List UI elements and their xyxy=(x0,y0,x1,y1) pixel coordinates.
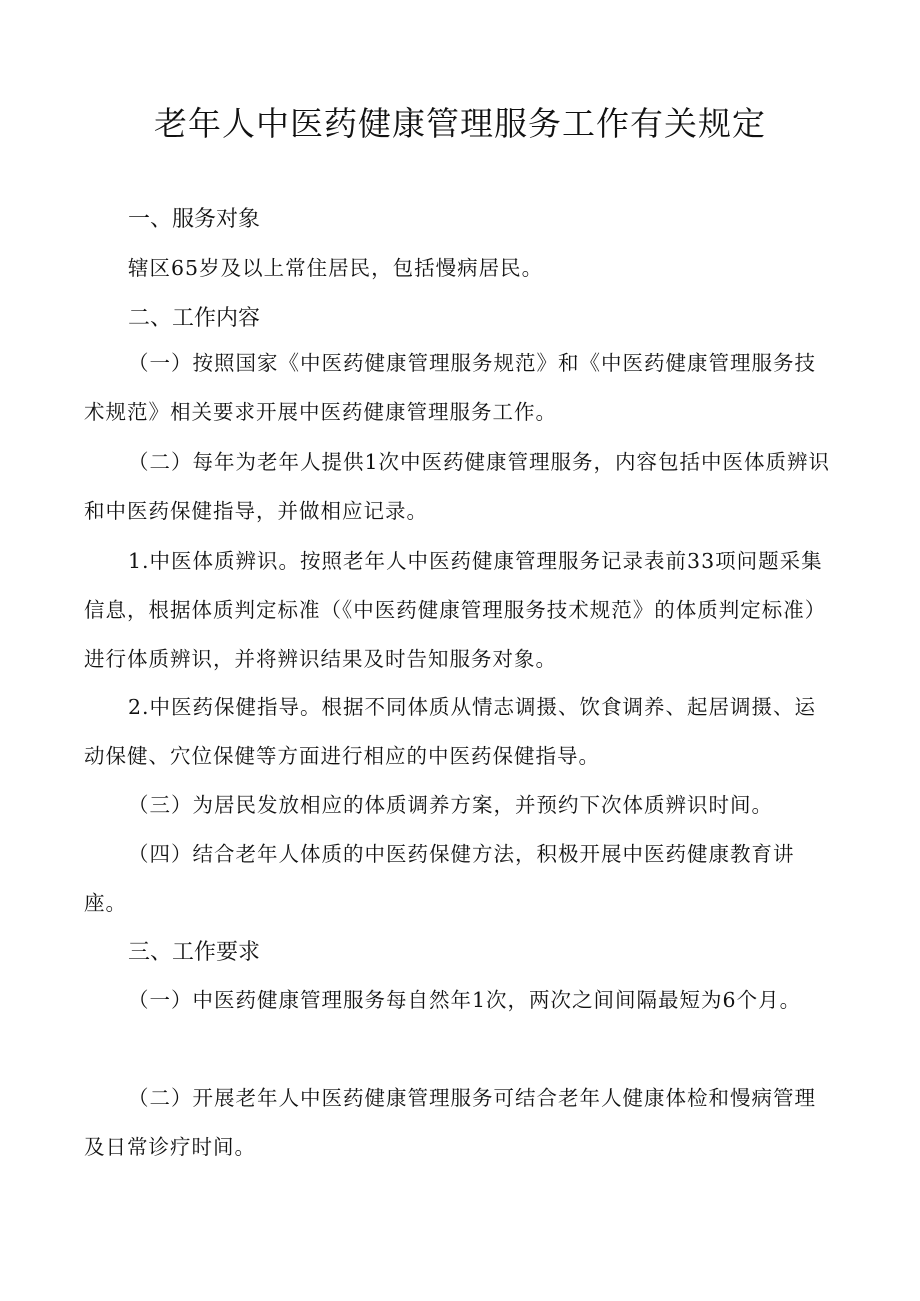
section-heading-work-requirements: 三、工作要求 xyxy=(128,940,261,965)
service-target-text: 辖区65岁及以上常住居民，包括慢病居民。 xyxy=(128,256,544,280)
document-title: 老年人中医药健康管理服务工作有关规定 xyxy=(154,104,766,143)
work-content-item-2: 2.中医药保健指导。根据不同体质从情志调摄、饮食调养、起居调摄、运动保健、穴位保健等方面进行相应的中医药保健指导。 xyxy=(84,695,817,768)
section-heading-service-target: 一、服务对象 xyxy=(128,207,261,232)
work-requirements-paragraph-2: （二）开展老年人中医药健康管理服务可结合老年人健康体检和慢病管理及日常诊疗时间。 xyxy=(84,1086,816,1159)
work-requirements-paragraph-1: （一）中医药健康管理服务每自然年1次，两次之间间隔最短为6个月。 xyxy=(128,988,802,1012)
section-heading-work-content: 二、工作内容 xyxy=(128,306,261,331)
work-content-paragraph-4: （四）结合老年人体质的中医药保健方法，积极开展中医药健康教育讲座。 xyxy=(84,842,795,915)
work-content-paragraph-2: （二）每年为老年人提供1次中医药健康管理服务，内容包括中医体质辨识和中医药保健指导，并做相应记录。 xyxy=(84,450,831,523)
work-content-item-1: 1.中医体质辨识。按照老年人中医药健康管理服务记录表前33项问题采集信息，根据体质判定标准（《中医药健康管理服务技术规范》的体质判定标准）进行体质辨识，并将辨识结果及时告知服务对象。 xyxy=(84,549,827,671)
work-content-paragraph-3: （三）为居民发放相应的体质调养方案，并预约下次体质辨识时间。 xyxy=(128,793,773,817)
work-content-paragraph-1: （一）按照国家《中医药健康管理服务规范》和《中医药健康管理服务技术规范》相关要求开展中医药健康管理服务工作。 xyxy=(84,351,816,424)
